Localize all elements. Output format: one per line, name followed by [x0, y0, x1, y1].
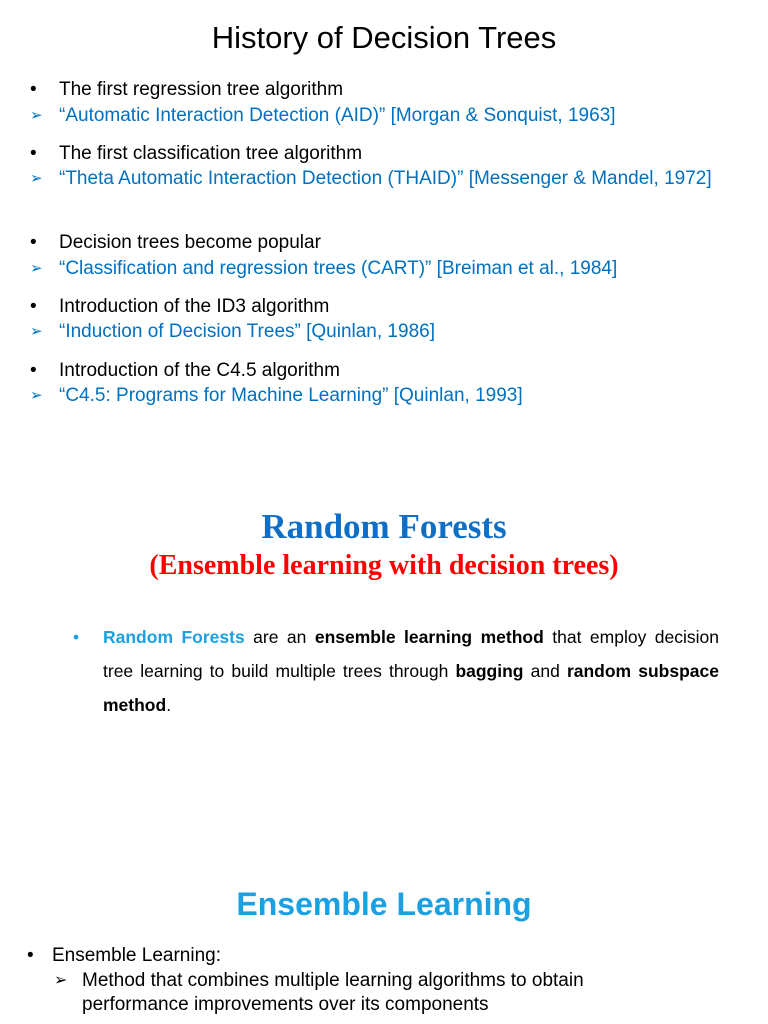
rf-bold-3: random subspace method: [103, 661, 719, 715]
ensemble-learning-title: Ensemble Learning: [236, 886, 532, 922]
ensemble-learning-sub-text: Method that combines multiple learning algorithms to obtain performance improvements over its components: [82, 970, 584, 1015]
history-item-2-ref-text: “Theta Automatic Interaction Detection (THAID)” [Messenger & Mandel, 1972]: [59, 168, 712, 189]
rf-text-4: .: [166, 695, 172, 715]
bullet-dot: •: [73, 627, 80, 647]
history-item-5-text: Introduction of the C4.5 algorithm: [59, 360, 340, 381]
history-item-1-ref-text: “Automatic Interaction Detection (AID)” [Morgan & Sonquist, 1963]: [59, 105, 616, 126]
arrow-icon: ➢: [30, 260, 43, 277]
history-item-3-text: Decision trees become popular: [59, 232, 321, 253]
bullet-dot: •: [30, 79, 37, 100]
arrow-icon: ➢: [30, 107, 43, 124]
history-item-4-ref-text: “Induction of Decision Trees” [Quinlan, 1986]: [59, 321, 435, 342]
arrow-icon: ➢: [30, 323, 43, 340]
bullet-dot: •: [30, 143, 37, 164]
rf-text-2: that employ decision tree learning to build multiple trees through: [103, 627, 720, 681]
arrow-icon: ➢: [54, 972, 68, 989]
bullet-dot: •: [30, 232, 37, 253]
rf-text-3: and: [523, 661, 567, 681]
arrow-icon: ➢: [30, 387, 43, 404]
ensemble-learning-bullet-text: Ensemble Learning:: [52, 945, 221, 966]
rf-bold-2: bagging: [455, 661, 524, 681]
bullet-dot: •: [27, 945, 34, 966]
random-forests-paragraph: [103, 620, 719, 722]
history-item-5-ref-text: “C4.5: Programs for Machine Learning” [Quinlan, 1993]: [59, 385, 523, 406]
bullet-dot: •: [30, 296, 37, 317]
history-item-3-ref-text: “Classification and regression trees (CART)” [Breiman et al., 1984]: [59, 258, 618, 279]
history-item-4-text: Introduction of the ID3 algorithm: [59, 296, 330, 317]
bullet-dot: •: [30, 360, 37, 381]
history-item-1-text: The first regression tree algorithm: [59, 79, 344, 100]
rf-text-1: are an: [244, 627, 315, 647]
arrow-icon: ➢: [30, 170, 43, 187]
history-item-2-text: The first classification tree algorithm: [59, 143, 363, 164]
rf-term: Random Forests: [103, 627, 245, 647]
rf-bold-1: ensemble learning method: [314, 627, 544, 647]
random-forests-title: Random Forests: [261, 507, 507, 546]
random-forests-subtitle: (Ensemble learning with decision trees): [149, 550, 619, 581]
history-title: History of Decision Trees: [211, 20, 557, 55]
